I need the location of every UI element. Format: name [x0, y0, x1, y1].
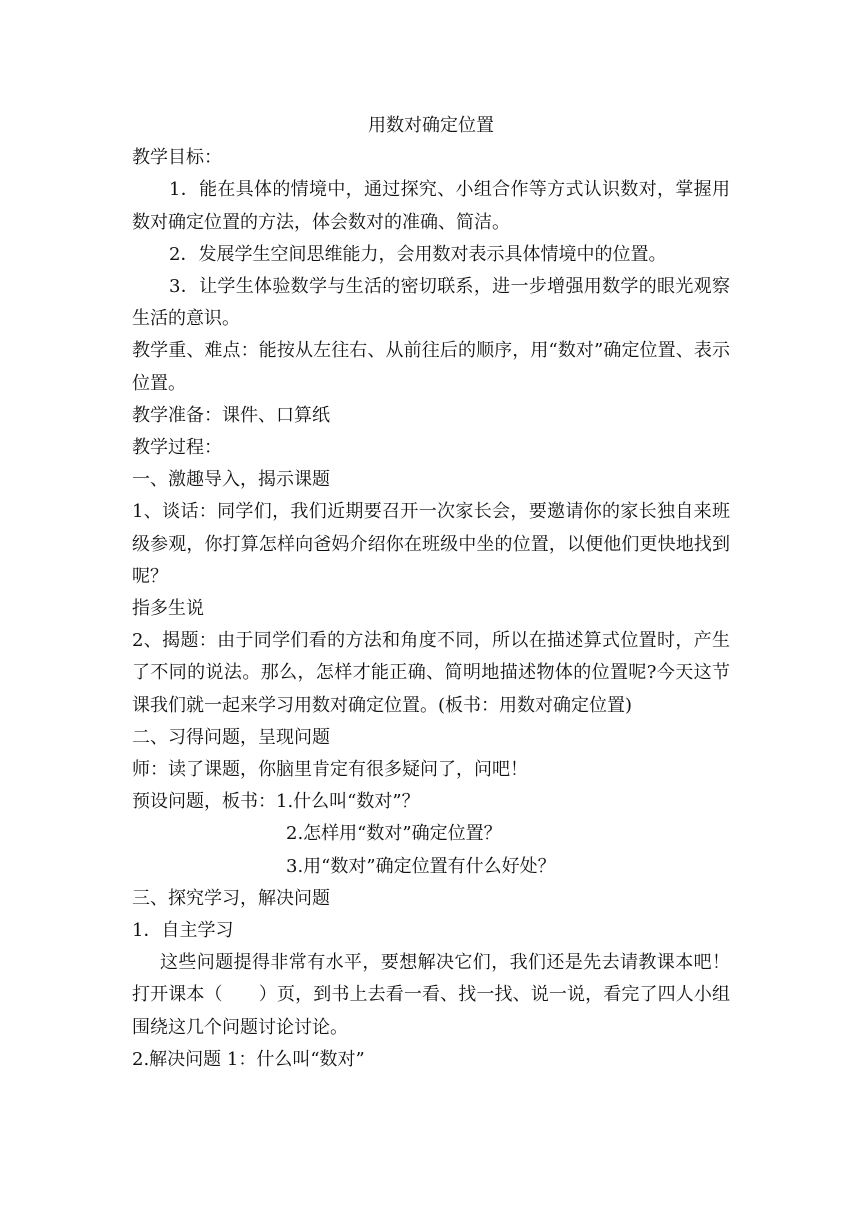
objectives-heading: 教学目标： — [132, 147, 222, 169]
section-1-note: 指多生说 — [132, 598, 204, 620]
section-3-item-2: 2.解决问题 1：什么叫“数对” — [132, 1048, 365, 1070]
section-2-board-2: 2.怎样用“数对”确定位置？ — [286, 823, 502, 845]
section-1-heading: 一、激趣导入，揭示课题 — [132, 469, 330, 491]
section-3-item-1: 1．自主学习 — [132, 920, 234, 942]
document-title: 用数对确定位置 — [368, 115, 494, 136]
key-points: 教学重、难点：能按从左往右、从前往后的顺序，用“数对”确定位置、表示位置。 — [132, 340, 730, 394]
objective-2: 2．发展学生空间思维能力，会用数对表示具体情境中的位置。 — [169, 243, 667, 265]
section-2-heading: 二、习得问题，呈现问题 — [132, 726, 330, 748]
document-body — [132, 110, 730, 1076]
section-1-item-2: 2、揭题：由于同学们看的方法和角度不同，所以在描述算式位置时，产生了不同的说法。那么，怎样才能正确、简明地描述物体的位置呢?今天这节课我们就一起来学习用数对确定位置。(板书：用数对确定位置) — [132, 630, 730, 716]
section-2-board-1: 预设问题，板书：1.什么叫“数对”？ — [132, 791, 420, 813]
section-1-item-1: 1、谈话：同学们，我们近期要召开一次家长会，要邀请你的家长独自来班级参观，你打算怎样向爸妈介绍你在班级中坐的位置，以便他们更快地找到呢？ — [132, 501, 730, 587]
section-2-teacher: 师：读了课题，你脑里肯定有很多疑问了，问吧！ — [132, 759, 528, 781]
section-3-heading: 三、探究学习，解决问题 — [132, 887, 330, 909]
section-2-board-3: 3.用“数对”确定位置有什么好处？ — [286, 855, 556, 877]
objective-3: 3．让学生体验数学与生活的密切联系，进一步增强用数学的眼光观察生活的意识。 — [132, 276, 730, 330]
section-3-item-1-text: 这些问题提得非常有水平，要想解决它们，我们还是先去请教课本吧！打开课本（ ）页，到书上去看一看、找一找、说一说，看完了四人小组围绕这几个问题讨论讨论。 — [132, 952, 730, 1038]
preparation: 教学准备：课件、口算纸 — [132, 404, 330, 426]
process-heading: 教学过程： — [132, 437, 222, 459]
objective-1: 1．能在具体的情境中，通过探究、小组合作等方式认识数对，掌握用数对确定位置的方法，体会数对的准确、简洁。 — [132, 179, 730, 233]
